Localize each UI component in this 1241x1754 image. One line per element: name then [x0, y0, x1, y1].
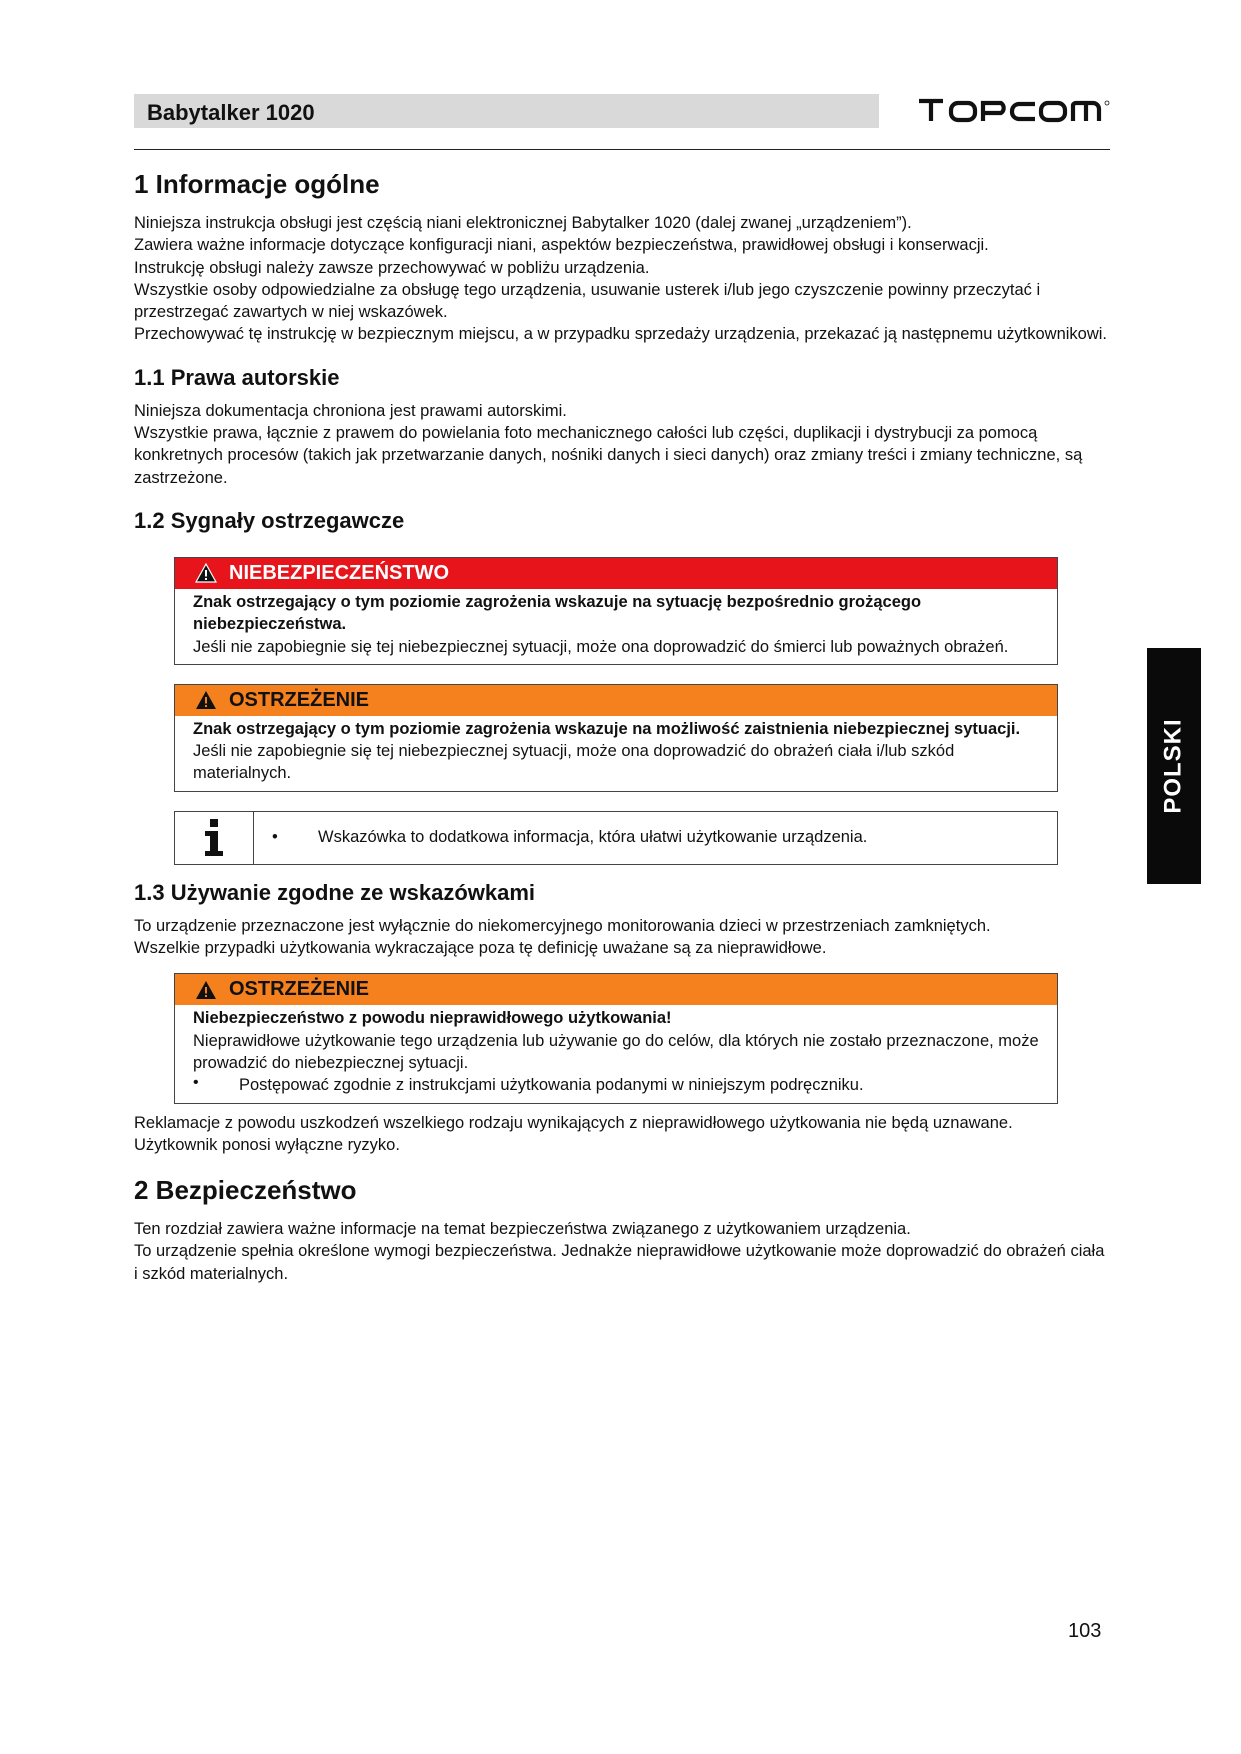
page-content	[134, 168, 1110, 1285]
warning-box-body	[175, 1005, 1057, 1102]
warning-triangle-icon	[195, 690, 217, 710]
paragraph: Niniejsza instrukcja obsługi jest częścią niani elektronicznej Babytalker 1020 (dalej zwanej „urządzeniem”).	[134, 214, 912, 232]
info-box-content	[254, 812, 867, 864]
paragraph: Reklamacje z powodu uszkodzeń wszelkiego rodzaju wynikających z nieprawidłowego użytkowania nie będą uznawane.	[134, 1113, 1013, 1132]
paragraph: Ten rozdział zawiera ważne informacje na temat bezpieczeństwa związanego z użytkowaniem urządzenia.	[134, 1220, 911, 1239]
paragraph: Wszystkie prawa, łącznie z prawem do powielania foto mechanicznego całości lub części, duplikacji i dystrybucji za pomocą konkretnych procesów (takich jak przetwarzanie danych, nośniki danych i sieci danych) oraz zmiany treści i zmiany techniczne, są zastrzeżone.	[134, 424, 1083, 487]
section-1-2-heading: 1.2 Sygnały ostrzegawcze	[134, 507, 405, 533]
warning-box-bold-text: Znak ostrzegający o tym poziomie zagrożenia wskazuje na możliwość zaistnienia niebezpiecznej sytuacji.	[193, 719, 1021, 738]
warning-box-text: Jeśli nie zapobiegnie się tej niebezpiecznej sytuacji, może ona doprowadzić do obrażeń ciała i/lub szkód materialnych.	[193, 742, 955, 783]
bullet: •	[193, 1074, 199, 1092]
danger-box	[174, 557, 1058, 665]
danger-box-text: Jeśli nie zapobiegnie się tej niebezpiecznej sytuacji, może ona doprowadzić do śmierci lub poważnych obrażeń.	[193, 637, 1009, 656]
warning-box-title: OSTRZEŻENIE	[229, 978, 370, 1001]
paragraph: To urządzenie spełnia określone wymogi bezpieczeństwa. Jednakże nieprawidłowe użytkowanie może doprowadzić do obrażeń ciała i szkód materialnych.	[134, 1242, 1105, 1283]
bullet-text: Postępować zgodnie z instrukcjami użytkowania podanymi w niniejszym podręczniku.	[239, 1076, 864, 1095]
warning-box	[174, 684, 1058, 792]
warning-box-misuse	[174, 973, 1058, 1103]
paragraph: Niniejsza dokumentacja chroniona jest prawami autorskimi.	[134, 401, 567, 420]
warning-box-header	[175, 974, 1057, 1005]
warning-box-body	[175, 716, 1057, 791]
paragraph: Wszelkie przypadki użytkowania wykraczające poza tę definicję uważane są za nieprawidłowe.	[134, 939, 827, 958]
paragraph: Zawiera ważne informacje dotyczące konfiguracji niani, aspektów bezpieczeństwa, prawidłowej obsługi i konserwacji.	[134, 236, 989, 255]
section-1-3-heading: 1.3 Używanie zgodne ze wskazówkami	[134, 879, 536, 905]
warning-box-title: OSTRZEŻENIE	[229, 688, 370, 711]
info-box	[174, 811, 1058, 865]
header-divider	[134, 149, 1110, 150]
warning-box-header	[175, 685, 1057, 716]
section-1-1-heading: 1.1 Prawa autorskie	[134, 364, 340, 390]
language-tab-label: POLSKI	[1160, 718, 1187, 814]
section-2-heading: 2 Bezpieczeństwo	[134, 1175, 357, 1206]
warning-box-text: Nieprawidłowe użytkowanie tego urządzenia lub używanie go do celów, dla których nie zostało przeznaczone, może prowadzić do niebezpiecznej sytuacji.	[193, 1031, 1039, 1072]
warning-box-bold-text: Niebezpieczeństwo z powodu nieprawidłowego użytkowania!	[193, 1009, 672, 1028]
section-1-heading: 1 Informacje ogólne	[134, 169, 380, 199]
paragraph: Wszystkie osoby odpowiedzialne za obsługę tego urządzenia, usuwanie usterek i/lub jego czyszczenie powinny przeczytać i przestrzegać zawartych w niej wskazówek.	[134, 280, 1041, 322]
page-number: 103	[1068, 1620, 1102, 1642]
danger-box-bold-text: Znak ostrzegający o tym poziomie zagrożenia wskazuje na sytuację bezpośrednio grożącego niebezpieczeństwa.	[193, 592, 922, 634]
bullet: •	[272, 828, 278, 847]
bullet-item	[193, 1074, 1039, 1096]
warning-triangle-icon	[195, 980, 217, 1000]
danger-box-body	[175, 589, 1057, 664]
info-icon	[203, 819, 225, 857]
warning-triangle-icon	[195, 563, 217, 583]
language-tab	[1147, 648, 1201, 884]
document-title: Babytalker 1020	[147, 100, 315, 125]
paragraph: Przechowywać tę instrukcję w bezpiecznym miejscu, a w przypadku sprzedaży urządzenia, przekazać ją następnemu użytkownikowi.	[134, 325, 1108, 344]
danger-box-title: NIEBEZPIECZEŃSTWO	[229, 561, 450, 584]
paragraph: Instrukcję obsługi należy zawsze przechowywać w pobliżu urządzenia.	[134, 258, 650, 277]
paragraph: Użytkownik ponosi wyłączne ryzyko.	[134, 1135, 400, 1154]
paragraph: To urządzenie przeznaczone jest wyłącznie do niekomercyjnego monitorowania dzieci w przestrzeniach zamkniętych.	[134, 916, 991, 935]
info-icon-cell	[175, 812, 254, 864]
danger-box-header	[175, 558, 1057, 589]
info-box-text: Wskazówka to dodatkowa informacja, która ułatwi użytkowanie urządzenia.	[318, 828, 868, 847]
